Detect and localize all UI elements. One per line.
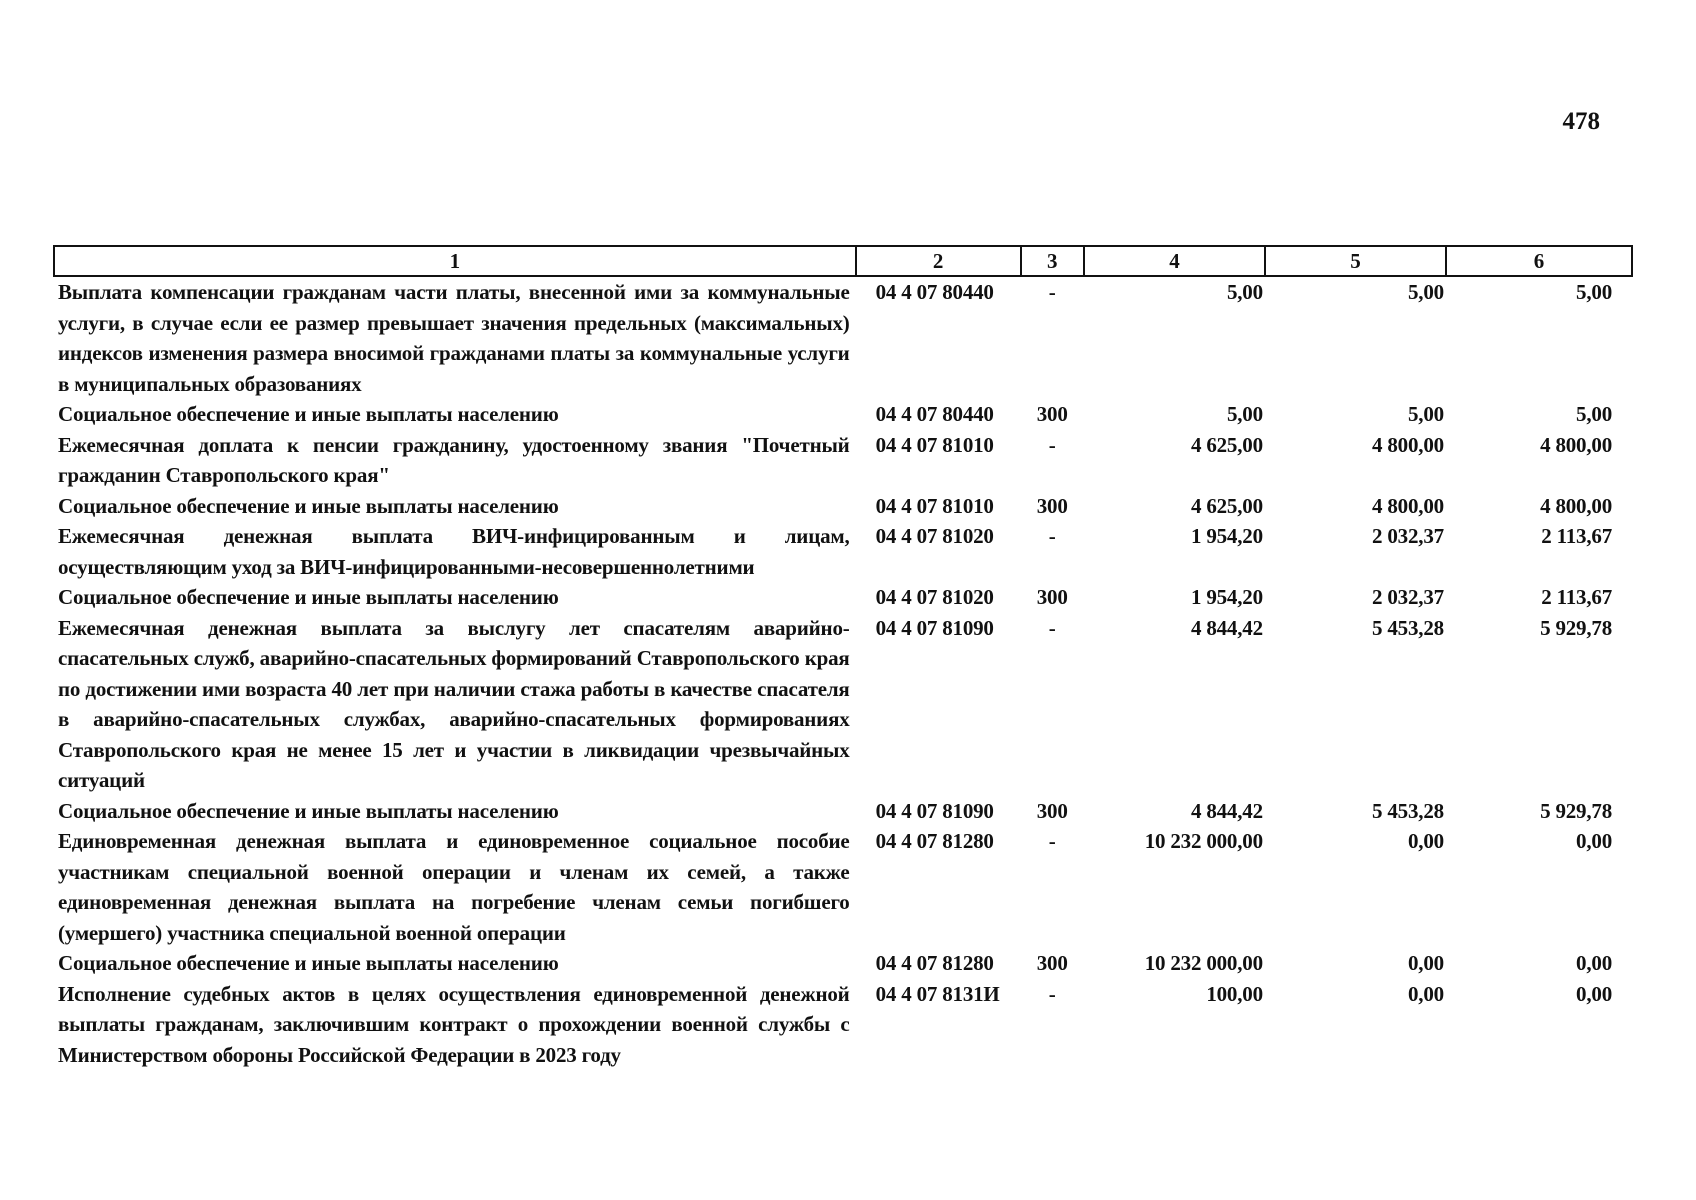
row-name: Исполнение судебных актов в целях осуществления единовременной денежной выплаты гражданам, заключившим контракт о прохождении военной службы с Министерством обороны Российской Федерации в 2023 году xyxy=(58,981,850,1067)
row-value-col5: 5,00 xyxy=(1407,402,1444,426)
row-value-col5: 0,00 xyxy=(1407,951,1444,975)
table-row xyxy=(54,276,1632,399)
row-type: 300 xyxy=(1036,585,1068,609)
row-value-col4: 100,00 xyxy=(1206,981,1263,1006)
row-code: 04 4 07 80440 xyxy=(875,402,994,426)
row-value-col6: 5 929,78 xyxy=(1540,615,1612,640)
table-row xyxy=(54,582,1632,613)
row-type: 300 xyxy=(1036,798,1068,823)
row-value-col6: 0,00 xyxy=(1576,951,1612,975)
row-type: - xyxy=(1048,981,1056,1006)
table-row xyxy=(54,491,1632,522)
table-row xyxy=(54,948,1632,979)
header-cell-6: 6 xyxy=(1446,246,1632,276)
row-value-col4: 4 844,42 xyxy=(1190,615,1263,640)
row-value-col4: 4 625,00 xyxy=(1190,432,1263,457)
row-value-col6: 4 800,00 xyxy=(1540,493,1612,518)
page-number: 478 xyxy=(1562,108,1600,135)
row-value-col4: 5,00 xyxy=(1226,402,1263,426)
table-row xyxy=(54,613,1632,796)
row-type: - xyxy=(1048,280,1056,304)
row-name: Ежемесячная денежная выплата ВИЧ-инфицированным и лицам, осуществляющим уход за ВИЧ-инфицированными-несовершеннолетними xyxy=(58,524,850,579)
row-value-col5: 2 032,37 xyxy=(1372,585,1444,609)
row-value-col5: 0,00 xyxy=(1407,829,1444,853)
row-code: 04 4 07 81020 xyxy=(875,585,994,609)
header-row xyxy=(54,246,1632,276)
row-type: - xyxy=(1048,432,1056,457)
row-value-col6: 0,00 xyxy=(1576,981,1612,1006)
table-row xyxy=(54,979,1632,1071)
row-type: - xyxy=(1048,615,1056,640)
row-value-col6: 2 113,67 xyxy=(1541,524,1612,548)
row-value-col4: 10 232 000,00 xyxy=(1144,829,1263,853)
row-code: 04 4 07 81280 xyxy=(875,829,994,853)
row-value-col6: 5,00 xyxy=(1576,280,1612,304)
row-code: 04 4 07 81280 xyxy=(875,951,994,975)
row-name: Социальное обеспечение и иные выплаты населению xyxy=(58,798,559,823)
row-code: 04 4 07 81090 xyxy=(875,798,994,823)
row-code: 04 4 07 81020 xyxy=(875,524,994,548)
row-value-col4: 4 844,42 xyxy=(1190,798,1263,823)
row-code: 04 4 07 81010 xyxy=(875,432,994,457)
row-type: 300 xyxy=(1036,493,1068,518)
row-value-col4: 10 232 000,00 xyxy=(1144,951,1263,975)
table-row xyxy=(54,796,1632,827)
row-value-col4: 1 954,20 xyxy=(1190,585,1263,609)
row-value-col4: 5,00 xyxy=(1226,280,1263,304)
header-cell-5: 5 xyxy=(1265,246,1446,276)
row-value-col6: 5 929,78 xyxy=(1540,798,1612,823)
row-code: 04 4 07 80440 xyxy=(875,280,994,304)
row-name: Выплата компенсации гражданам части платы, внесенной ими за коммунальные услуги, в случае если ее размер превышает значения предельных (максимальных) индексов изменения размера вносимой гражданами платы за коммунальные услуги в муниципальных образованиях xyxy=(58,280,850,396)
header-cell-1: 1 xyxy=(54,246,856,276)
row-value-col5: 5 453,28 xyxy=(1372,615,1444,640)
header-cell-2: 2 xyxy=(856,246,1021,276)
row-code: 04 4 07 81090 xyxy=(875,615,994,640)
row-name: Социальное обеспечение и иные выплаты населению xyxy=(58,493,559,518)
row-value-col5: 5 453,28 xyxy=(1372,798,1444,823)
row-name: Социальное обеспечение и иные выплаты населению xyxy=(58,585,559,609)
row-value-col4: 1 954,20 xyxy=(1190,524,1263,548)
row-name: Единовременная денежная выплата и единовременное социальное пособие участникам специальной военной операции и членам их семей, а также единовременная денежная выплата на погребение членам семьи погибшего (умершего) участника специальной военной операции xyxy=(58,829,850,945)
header-cell-3: 3 xyxy=(1021,246,1084,276)
row-value-col6: 0,00 xyxy=(1576,829,1612,853)
row-code: 04 4 07 81010 xyxy=(875,493,994,518)
row-value-col5: 2 032,37 xyxy=(1372,524,1444,548)
row-value-col6: 4 800,00 xyxy=(1540,432,1612,457)
row-value-col6: 5,00 xyxy=(1576,402,1612,426)
table-row xyxy=(54,430,1632,491)
row-name: Ежемесячная доплата к пенсии гражданину, удостоенному звания "Почетный гражданин Ставропольского края" xyxy=(58,432,850,487)
table-row xyxy=(54,399,1632,430)
header-cell-4: 4 xyxy=(1084,246,1265,276)
row-type: - xyxy=(1048,829,1056,853)
row-value-col5: 4 800,00 xyxy=(1372,493,1444,518)
row-type: 300 xyxy=(1036,402,1068,426)
row-value-col5: 4 800,00 xyxy=(1372,432,1444,457)
row-value-col4: 4 625,00 xyxy=(1190,493,1263,518)
row-value-col6: 2 113,67 xyxy=(1541,585,1612,609)
row-type: 300 xyxy=(1036,951,1068,975)
row-type: - xyxy=(1048,524,1056,548)
row-value-col5: 5,00 xyxy=(1407,280,1444,304)
budget-table xyxy=(53,245,1633,1070)
table-row xyxy=(54,521,1632,582)
row-code: 04 4 07 8131И xyxy=(875,981,1000,1006)
row-name: Ежемесячная денежная выплата за выслугу лет спасателям аварийно-спасательных служб, аварийно-спасательных формирований Ставропольского края по достижении ими возраста 40 лет при наличии стажа работы в качестве спасателя в аварийно-спасательных службах, аварийно-спасательных формированиях Ставропольского края не менее 15 лет и участии в ликвидации чрезвычайных ситуаций xyxy=(58,615,850,792)
row-name: Социальное обеспечение и иные выплаты населению xyxy=(58,402,559,426)
table-row xyxy=(54,826,1632,948)
row-name: Социальное обеспечение и иные выплаты населению xyxy=(58,951,559,975)
row-value-col5: 0,00 xyxy=(1407,981,1444,1006)
